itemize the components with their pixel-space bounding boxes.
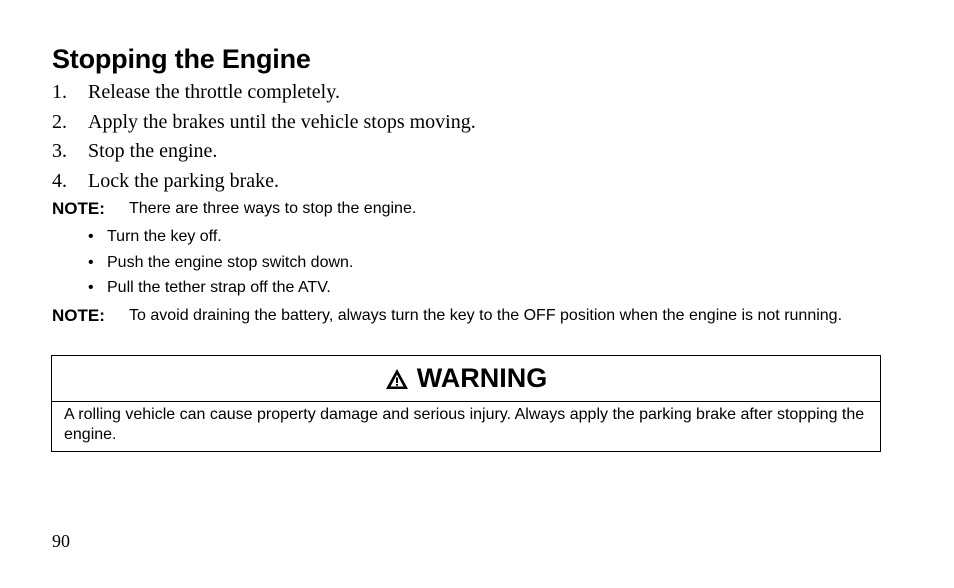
step-number: 4. <box>52 170 67 193</box>
list-item <box>52 137 476 167</box>
warning-triangle-icon <box>385 368 409 390</box>
note-battery <box>52 306 882 325</box>
steps-list <box>52 78 476 197</box>
note-three-ways <box>52 199 416 218</box>
bullet-text: Pull the tether strap off the ATV. <box>107 279 331 296</box>
warning-header <box>52 356 880 402</box>
section-title: Stopping the Engine <box>52 44 311 74</box>
list-item <box>52 108 476 138</box>
step-text: Release the throttle completely. <box>88 81 340 103</box>
list-item <box>88 252 353 278</box>
warning-title: WARNING <box>416 363 548 393</box>
warning-text: A rolling vehicle can cause property damage and serious injury. Always apply the parking brake after stopping the engine. <box>64 406 865 443</box>
list-item <box>52 78 476 108</box>
step-number: 3. <box>52 140 67 163</box>
bullet-mark: • <box>88 228 94 245</box>
note-label: NOTE: <box>52 306 105 325</box>
note-label: NOTE: <box>52 199 105 218</box>
step-text: Apply the brakes until the vehicle stops moving. <box>88 110 476 133</box>
list-item <box>88 226 353 252</box>
bullet-mark: • <box>88 279 94 296</box>
step-text: Stop the engine. <box>88 140 218 163</box>
list-item <box>88 277 353 303</box>
note-text: There are three ways to stop the engine. <box>129 200 417 217</box>
step-number: 1. <box>52 81 67 103</box>
list-item <box>52 167 476 197</box>
bullet-mark: • <box>88 253 94 271</box>
step-number: 2. <box>52 110 67 133</box>
bullet-text: Push the engine stop switch down. <box>107 253 354 271</box>
page-number: 90 <box>52 531 70 551</box>
note-text: To avoid draining the battery, always turn the key to the OFF position when the engine is not running. <box>129 307 843 324</box>
stop-methods-list <box>88 226 353 303</box>
bullet-text: Turn the key off. <box>107 228 222 245</box>
warning-box <box>51 355 881 452</box>
step-text: Lock the parking brake. <box>88 170 280 193</box>
